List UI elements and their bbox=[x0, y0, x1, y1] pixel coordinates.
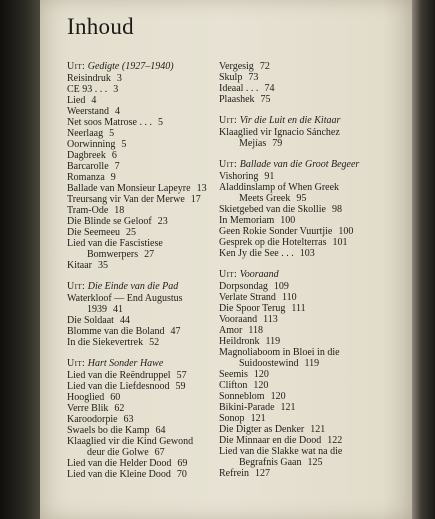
section-prefix: Uit: bbox=[67, 281, 86, 292]
toc-entry bbox=[67, 403, 212, 414]
toc-section bbox=[67, 358, 212, 480]
entry-page-number: 121 bbox=[280, 402, 296, 413]
entry-title: Die Seemeeu bbox=[67, 227, 121, 238]
toc-entry bbox=[219, 424, 404, 435]
entry-page-number: 57 bbox=[176, 370, 187, 381]
entry-title: In die Siekevertrek bbox=[67, 337, 144, 348]
entry-title: Weerstand bbox=[67, 106, 109, 117]
toc-entry bbox=[219, 61, 404, 72]
entry-title: Lied bbox=[67, 95, 86, 106]
entry-page-number: 74 bbox=[264, 83, 275, 94]
toc-entry bbox=[219, 72, 404, 83]
section-prefix: Uit: bbox=[67, 61, 86, 72]
entry-page-number: 62 bbox=[114, 403, 125, 414]
toc-entry bbox=[219, 314, 404, 325]
entry-title: Blomme van die Boland bbox=[67, 326, 165, 337]
toc-entry bbox=[67, 293, 212, 315]
entry-title: Ideaal . . . bbox=[219, 83, 259, 94]
entry-title: Skietgebed van die Skollie bbox=[219, 204, 326, 215]
toc-section bbox=[219, 61, 404, 105]
entry-title: Heildronk bbox=[219, 336, 260, 347]
entry-page-number: 120 bbox=[253, 369, 269, 380]
entry-page-number: 18 bbox=[114, 205, 125, 216]
entry-title: CE 93 . . . bbox=[67, 84, 108, 95]
entry-page-number: 109 bbox=[273, 281, 289, 292]
toc-entry bbox=[67, 150, 212, 161]
toc-entry bbox=[67, 161, 212, 172]
section-heading bbox=[219, 159, 404, 171]
entry-page-number: 41 bbox=[113, 304, 123, 315]
toc-left-column bbox=[67, 61, 212, 490]
entry-page-number: 70 bbox=[176, 469, 187, 480]
entry-page-number: 59 bbox=[175, 381, 186, 392]
entry-title-continued bbox=[219, 457, 404, 468]
entry-title: Amor bbox=[219, 325, 243, 336]
entry-page-number: 25 bbox=[126, 227, 137, 238]
entry-page-number: 67 bbox=[154, 447, 165, 458]
toc-right-column bbox=[219, 61, 404, 489]
entry-page-number: 5 bbox=[109, 128, 115, 139]
entry-title-continued bbox=[219, 138, 404, 149]
entry-page-number: 100 bbox=[280, 215, 296, 226]
entry-title: Lied van die Reëndruppel bbox=[67, 370, 171, 381]
toc-entry bbox=[67, 260, 212, 271]
entry-page-number: 73 bbox=[248, 72, 259, 83]
entry-page-number: 98 bbox=[331, 204, 342, 215]
toc-section bbox=[219, 269, 404, 479]
entry-title: Refrein bbox=[219, 468, 249, 479]
entry-title: Geen Rokie Sonder Vuurtjie bbox=[219, 226, 333, 237]
section-heading bbox=[67, 281, 212, 293]
entry-page-number: 44 bbox=[119, 315, 130, 326]
entry-page-number: 60 bbox=[110, 392, 121, 403]
entry-title: Die Spoor Terug bbox=[219, 303, 286, 314]
entry-page-number: 5 bbox=[158, 117, 163, 128]
entry-page-number: 3 bbox=[113, 84, 119, 95]
entry-title: Vishoring bbox=[219, 171, 259, 182]
entry-page-number: 113 bbox=[263, 314, 278, 325]
entry-page-number: 111 bbox=[291, 303, 306, 314]
entry-page-number: 47 bbox=[170, 326, 181, 337]
entry-page-number: 103 bbox=[299, 248, 315, 259]
toc-entry bbox=[67, 84, 212, 95]
entry-title-continued bbox=[219, 358, 404, 369]
toc-section bbox=[67, 61, 212, 271]
toc-entry bbox=[219, 402, 404, 413]
entry-title-line2: Bomwerpers bbox=[87, 249, 139, 260]
section-title: Gedigte (1927–1940) bbox=[87, 61, 174, 72]
entry-page-number: 120 bbox=[253, 380, 269, 391]
toc-entry bbox=[219, 325, 404, 336]
section-heading bbox=[67, 61, 212, 73]
toc-entry bbox=[67, 194, 212, 205]
toc-entry bbox=[67, 117, 212, 128]
toc-entry bbox=[219, 468, 404, 479]
entry-title-line2: Meets Greek bbox=[239, 193, 291, 204]
entry-title: Vooraand bbox=[219, 314, 258, 325]
toc-entry bbox=[67, 414, 212, 425]
entry-page-number: 5 bbox=[121, 139, 127, 150]
entry-title-line2: deur die Golwe bbox=[87, 447, 149, 458]
toc-entry bbox=[219, 226, 404, 237]
entry-title: Die Soldaat bbox=[67, 315, 114, 326]
toc-entry bbox=[67, 106, 212, 117]
toc-entry bbox=[67, 458, 212, 469]
entry-title: Seemis bbox=[219, 369, 248, 380]
section-title: Vooraand bbox=[239, 269, 279, 280]
entry-page-number: 9 bbox=[110, 172, 116, 183]
entry-title: Sonop bbox=[219, 413, 245, 424]
page-edge-shadow bbox=[412, 0, 435, 519]
entry-title: Neerlaag bbox=[67, 128, 104, 139]
entry-title: Treursang vir Van der Merwe bbox=[67, 194, 185, 205]
toc-entry bbox=[219, 413, 404, 424]
entry-title: Swaels bo die Kamp bbox=[67, 425, 150, 436]
entry-title-continued bbox=[67, 447, 212, 458]
entry-title: Magnoliaboom in Bloei in die bbox=[219, 347, 340, 358]
entry-title: Lied van die Helder Dood bbox=[67, 458, 172, 469]
section-prefix: Uit: bbox=[219, 159, 238, 170]
entry-page-number: 75 bbox=[260, 94, 271, 105]
entry-page-number: 4 bbox=[114, 106, 120, 117]
entry-page-number: 100 bbox=[338, 226, 354, 237]
entry-page-number: 3 bbox=[116, 73, 122, 84]
toc-entry bbox=[67, 216, 212, 227]
entry-page-number: 121 bbox=[250, 413, 266, 424]
entry-title-continued bbox=[67, 304, 212, 315]
toc-entry bbox=[219, 391, 404, 402]
entry-title: Ken Jy die See . . . bbox=[219, 248, 294, 259]
toc-entry bbox=[219, 215, 404, 226]
section-title: Die Einde van die Pad bbox=[87, 281, 179, 292]
section-heading bbox=[219, 115, 404, 127]
toc-entry bbox=[67, 73, 212, 84]
entry-title: Aladdinslamp of When Greek bbox=[219, 182, 340, 193]
toc-entry bbox=[67, 425, 212, 436]
toc-entry bbox=[67, 436, 212, 458]
entry-title: Klaaglied vir die Kind Gewond bbox=[67, 436, 194, 447]
entry-page-number: 63 bbox=[123, 414, 134, 425]
toc-entry bbox=[219, 127, 404, 149]
entry-page-number: 110 bbox=[281, 292, 297, 303]
entry-title-line2: Mejías bbox=[239, 138, 267, 149]
entry-page-number: 64 bbox=[155, 425, 166, 436]
entry-page-number: 17 bbox=[190, 194, 201, 205]
toc-entry bbox=[219, 83, 404, 94]
entry-title: Reisindruk bbox=[67, 73, 111, 84]
section-prefix: Uit: bbox=[219, 115, 238, 126]
toc-entry bbox=[219, 182, 404, 204]
toc-entry bbox=[219, 248, 404, 259]
entry-page-number: 121 bbox=[310, 424, 326, 435]
entry-page-number: 69 bbox=[177, 458, 188, 469]
entry-page-number: 120 bbox=[270, 391, 286, 402]
entry-title: In Memoriam bbox=[219, 215, 275, 226]
section-heading bbox=[219, 269, 404, 281]
entry-page-number: 119 bbox=[265, 336, 281, 347]
entry-title: Die Blinde se Geloof bbox=[67, 216, 152, 227]
toc-entry bbox=[67, 370, 212, 381]
entry-title: Lied van die Fascistiese bbox=[67, 238, 163, 249]
entry-title: Die Digter as Denker bbox=[219, 424, 305, 435]
entry-page-number: 118 bbox=[248, 325, 263, 336]
toc-entry bbox=[219, 204, 404, 215]
toc-section bbox=[219, 159, 404, 259]
entry-page-number: 23 bbox=[157, 216, 168, 227]
entry-title: Dagbreek bbox=[67, 150, 106, 161]
toc-entry bbox=[67, 238, 212, 260]
toc-entry bbox=[67, 381, 212, 392]
entry-title: Romanza bbox=[67, 172, 105, 183]
entry-page-number: 101 bbox=[332, 237, 348, 248]
entry-title-line2: Begrafnis Gaan bbox=[239, 457, 302, 468]
entry-page-number: 119 bbox=[304, 358, 320, 369]
entry-page-number: 35 bbox=[98, 260, 108, 271]
toc-entry bbox=[67, 337, 212, 348]
entry-title: Kitaar bbox=[67, 260, 92, 271]
entry-title: Hooglied bbox=[67, 392, 105, 403]
entry-title: Lied van die Liefdesnood bbox=[67, 381, 170, 392]
entry-title: Die Minnaar en die Dood bbox=[219, 435, 322, 446]
entry-title: Bikini-Parade bbox=[219, 402, 275, 413]
entry-title: Ballade van Monsieur Lapeyre bbox=[67, 183, 191, 194]
toc-entry bbox=[67, 139, 212, 150]
section-prefix: Uit: bbox=[219, 269, 238, 280]
entry-title: Lied van die Kleine Dood bbox=[67, 469, 171, 480]
entry-title: Tram-Ode bbox=[67, 205, 109, 216]
entry-title: Plaashek bbox=[219, 94, 255, 105]
entry-title: Verlate Strand bbox=[219, 292, 276, 303]
toc-section bbox=[219, 115, 404, 149]
entry-title: Skulp bbox=[219, 72, 243, 83]
section-title: Vir die Luit en die Kitaar bbox=[239, 115, 341, 126]
toc-entry bbox=[67, 227, 212, 238]
section-title: Ballade van die Groot Begeer bbox=[239, 159, 360, 170]
toc-entry bbox=[219, 292, 404, 303]
entry-page-number: 72 bbox=[259, 61, 270, 72]
entry-title: Dorpsondag bbox=[219, 281, 268, 292]
entry-title-continued bbox=[67, 249, 212, 260]
toc-entry bbox=[219, 347, 404, 369]
entry-page-number: 127 bbox=[255, 468, 270, 479]
toc-entry bbox=[219, 446, 404, 468]
entry-page-number: 95 bbox=[296, 193, 307, 204]
section-title: Hart Sonder Hawe bbox=[87, 358, 164, 369]
toc-entry bbox=[67, 128, 212, 139]
entry-title-continued bbox=[219, 193, 404, 204]
entry-title: Waterkloof — End Augustus bbox=[67, 293, 183, 304]
book-spine-shadow bbox=[0, 0, 40, 519]
entry-page-number: 122 bbox=[327, 435, 343, 446]
toc-entry bbox=[219, 94, 404, 105]
toc-entry bbox=[67, 183, 212, 194]
entry-page-number: 52 bbox=[149, 337, 160, 348]
toc-entry bbox=[219, 281, 404, 292]
entry-page-number: 91 bbox=[264, 171, 275, 182]
entry-page-number: 6 bbox=[111, 150, 117, 161]
entry-title: Verre Blik bbox=[67, 403, 109, 414]
toc-entry bbox=[219, 380, 404, 391]
entry-page-number: 27 bbox=[144, 249, 155, 260]
entry-title: Sonneblom bbox=[219, 391, 265, 402]
entry-page-number: 79 bbox=[272, 138, 283, 149]
page-title: Inhoud bbox=[67, 14, 134, 39]
entry-title-line2: Suidoostewind bbox=[239, 358, 299, 369]
section-heading bbox=[67, 358, 212, 370]
entry-title-line2: 1939 bbox=[87, 304, 107, 315]
entry-title: Net soos Matrose . . . bbox=[67, 117, 152, 128]
entry-page-number: 7 bbox=[114, 161, 120, 172]
entry-title: Klaaglied vir Ignacio Sánchez bbox=[219, 127, 340, 138]
toc-entry bbox=[67, 95, 212, 106]
entry-page-number: 125 bbox=[307, 457, 323, 468]
entry-title: Oorwinning bbox=[67, 139, 116, 150]
toc-entry bbox=[219, 435, 404, 446]
toc-entry bbox=[67, 326, 212, 337]
toc-entry bbox=[219, 237, 404, 248]
entry-title: Gesprek op die Hotelterras bbox=[219, 237, 327, 248]
entry-title: Karoodorpie bbox=[67, 414, 118, 425]
entry-title: Vergesig bbox=[219, 61, 254, 72]
entry-title: Lied van die Slakke wat na die bbox=[219, 446, 343, 457]
toc-entry bbox=[67, 469, 212, 480]
section-prefix: Uit: bbox=[67, 358, 86, 369]
toc-entry bbox=[219, 171, 404, 182]
entry-title: Clifton bbox=[219, 380, 248, 391]
entry-title: Barcarolle bbox=[67, 161, 109, 172]
entry-page-number: 13 bbox=[196, 183, 207, 194]
toc-entry bbox=[67, 205, 212, 216]
toc-entry bbox=[219, 369, 404, 380]
entry-page-number: 4 bbox=[91, 95, 97, 106]
toc-entry bbox=[67, 172, 212, 183]
toc-entry bbox=[67, 315, 212, 326]
toc-section bbox=[67, 281, 212, 348]
toc-entry bbox=[219, 303, 404, 314]
toc-entry bbox=[67, 392, 212, 403]
toc-entry bbox=[219, 336, 404, 347]
